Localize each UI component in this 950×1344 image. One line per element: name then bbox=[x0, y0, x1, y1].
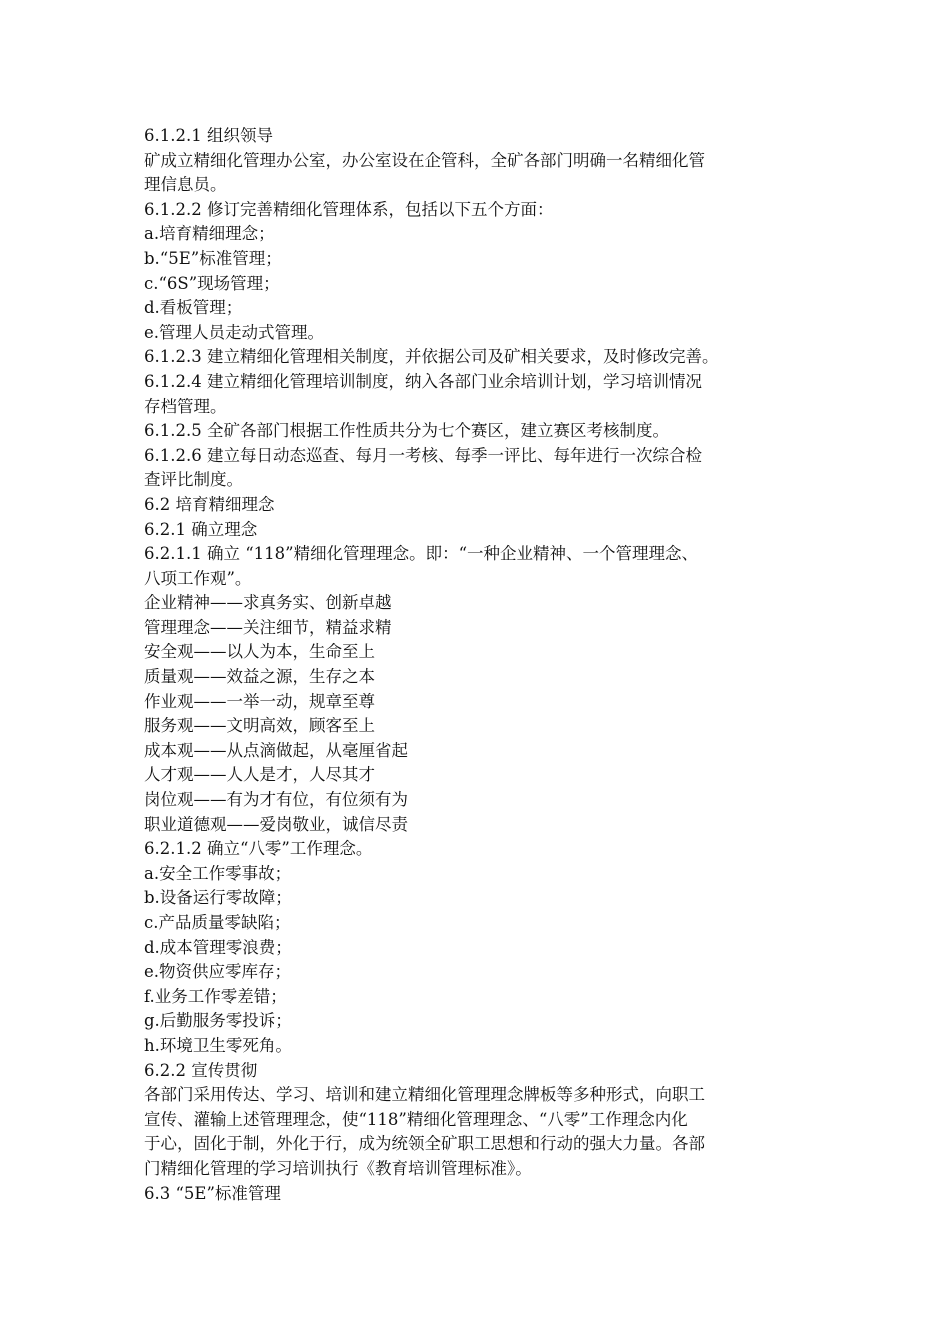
text-line: 人才观——人人是才，人尽其才 bbox=[144, 765, 375, 785]
text-line: 岗位观——有为才有位，有位须有为 bbox=[144, 790, 408, 810]
text-line: 企业精神——求真务实、创新卓越 bbox=[144, 593, 392, 613]
text-line: 管理理念——关注细节，精益求精 bbox=[144, 617, 392, 637]
text-line: c.产品质量零缺陷； bbox=[144, 913, 291, 932]
text-line: 6.1.2.1 组织领导 bbox=[144, 126, 273, 145]
text-line: f.业务工作零差错； bbox=[144, 986, 287, 1006]
text-line: 6.1.2.2 修订完善精细化管理体系，包括以下五个方面： bbox=[144, 199, 554, 219]
text-line: g.后勤服务零投诉； bbox=[144, 1011, 292, 1031]
text-line: 6.1.2.6 建立每日动态巡查、每月一考核、每季一评比、每年进行一次综合检 bbox=[144, 445, 702, 465]
text-line: c.“6S”现场管理； bbox=[144, 273, 280, 293]
text-line: 宣传、灌输上述管理理念，使“118”精细化管理理念、“八零”工作理念内化 bbox=[144, 1109, 688, 1129]
text-line: 各部门采用传达、学习、培训和建立精细化管理理念牌板等多种形式，向职工 bbox=[144, 1085, 705, 1105]
text-line: h.环境卫生零死角。 bbox=[144, 1035, 292, 1055]
text-line: 矿成立精细化管理办公室，办公室设在企管科，全矿各部门明确一名精细化管 bbox=[144, 150, 705, 170]
document-page bbox=[144, 124, 820, 1206]
text-line: e.物资供应零库存； bbox=[144, 962, 292, 982]
text-line: 6.2.2 宣传贯彻 bbox=[144, 1060, 258, 1080]
text-line: 作业观——一举一动，规章至尊 bbox=[144, 691, 375, 711]
text-line: 成本观——从点滴做起，从毫厘省起 bbox=[144, 740, 408, 760]
text-line: a.安全工作零事故； bbox=[144, 863, 292, 883]
text-line: 6.2.1.1 确立 “118”精细化管理理念。即：“一种企业精神、一个管理理念、 bbox=[144, 544, 699, 564]
text-line: 质量观——效益之源，生存之本 bbox=[144, 667, 375, 687]
text-line: 职业道德观——爱岗敬业，诚信尽责 bbox=[144, 814, 408, 834]
text-line: 6.3 “5E”标准管理 bbox=[144, 1183, 281, 1203]
text-line: 服务观——文明高效，顾客至上 bbox=[144, 716, 375, 736]
text-line: 八项工作观”。 bbox=[144, 568, 252, 588]
text-line: d.看板管理； bbox=[144, 298, 243, 318]
text-line: 6.2 培育精细理念 bbox=[144, 494, 275, 514]
text-line: 存档管理。 bbox=[144, 396, 227, 416]
text-line: a.培育精细理念； bbox=[144, 224, 275, 244]
text-line: b.设备运行零故障； bbox=[144, 888, 292, 908]
text-line: 6.1.2.3 建立精细化管理相关制度，并依据公司及矿相关要求，及时修改完善。 bbox=[144, 347, 719, 367]
text-line: 6.2.1 确立理念 bbox=[144, 519, 258, 539]
text-line: 理信息员。 bbox=[144, 175, 227, 195]
text-line: d.成本管理零浪费； bbox=[144, 937, 292, 957]
text-line: 6.1.2.4 建立精细化管理培训制度，纳入各部门业余培训计划，学习培训情况 bbox=[144, 371, 702, 391]
text-line: b.“5E”标准管理； bbox=[144, 248, 282, 268]
text-line: e.管理人员走动式管理。 bbox=[144, 322, 325, 342]
text-line: 于心，固化于制，外化于行，成为统领全矿职工思想和行动的强大力量。各部 bbox=[144, 1134, 705, 1154]
text-line: 6.1.2.5 全矿各部门根据工作性质共分为七个赛区，建立赛区考核制度。 bbox=[144, 421, 669, 441]
text-line: 查评比制度。 bbox=[144, 470, 243, 490]
text-line: 安全观——以人为本，生命至上 bbox=[144, 642, 375, 662]
text-line: 6.2.1.2 确立“八零”工作理念。 bbox=[144, 839, 373, 859]
text-line: 门精细化管理的学习培训执行《教育培训管理标准》。 bbox=[144, 1158, 532, 1178]
